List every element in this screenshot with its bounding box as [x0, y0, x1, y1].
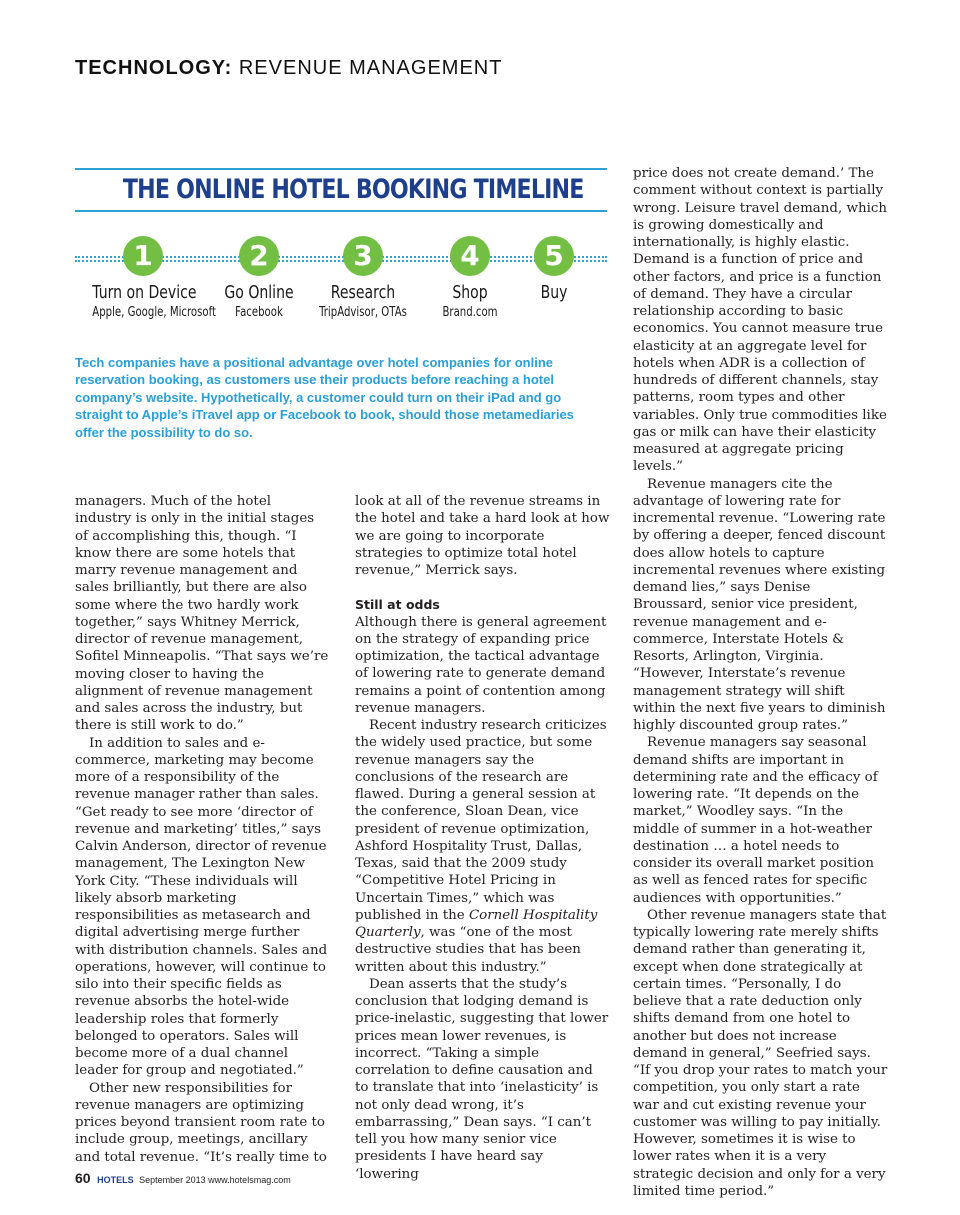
- page-number: 60: [75, 1170, 91, 1186]
- step-label: Shop: [452, 282, 488, 303]
- step-number-badge: 5: [534, 236, 574, 276]
- step-sublabel: Apple, Google, Microsoft: [92, 305, 216, 320]
- paragraph-text: Recent industry research criticizes the widely used practice, but some revenue managers say the conclusions of the research are flawed. During a general session at the conference, Sloan Dean, vice president of revenue optimization, Ashford Hospitality Trust, Dallas, Texas, said that the 2009 study “Competitive Hotel Pricing in Uncertain Times,” which was published in the: [355, 718, 607, 923]
- magazine-name: HOTELS: [97, 1175, 134, 1185]
- section-topic: REVENUE MANAGEMENT: [232, 57, 503, 79]
- step-label: Go Online: [224, 282, 294, 303]
- step-sublabel: Facebook: [235, 305, 283, 320]
- section-label: TECHNOLOGY:: [75, 57, 233, 79]
- subheading: Still at odds: [355, 597, 440, 613]
- paragraph: look at all of the revenue streams in the hotel and take a hard look at how we are going to incorporate strategies to optimize total hotel revenue,” Merrick says.: [355, 494, 610, 578]
- step-number-badge: 1: [123, 236, 163, 276]
- article-column-2: [355, 493, 610, 1183]
- paragraph: Other revenue managers state that typically lowering rate merely shifts demand rather than generating it, except when done strategically at certain times. “Personally, I do believe that a rate deduction only shifts demand from one hotel to another but does not increase demand in general,” Seefried says. “If you drop your rates to match your competition, you only start a rate war and cut existing revenue your customer was willing to pay initially. However, sometimes it is wise to lower rates when it is a very strategic decision and only for a very limited time period.”: [633, 907, 888, 1199]
- timeline-title-rule: [75, 210, 607, 212]
- paragraph-text: , was “one of the most destructive studies that has been written about this industry.”: [355, 925, 581, 975]
- paragraph: In addition to sales and e-commerce, marketing may become more of a responsibility of the revenue manager rather than sales. “Get ready to see more ‘director of revenue and marketing’ titles,” says Calvin Anderson, director of revenue management, The Lexington New York City. “These individuals will likely absorb marketing responsibilities as metasearch and digital advertising merge further with distribution channels. Sales and operations, however, will continue to silo into their specific fields as revenue absorbs the hotel-wide leadership roles that formerly belonged to operators. Sales will become more of a dual channel leader for group and negotiated.”: [75, 735, 328, 1079]
- paragraph: Although there is general agreement on the strategy of expanding price optimization, the tactical advantage of lowering rate to generate demand remains a point of contention among revenue managers.: [355, 614, 607, 716]
- step-label: Buy: [540, 282, 568, 303]
- step-sublabel: Brand.com: [442, 305, 498, 320]
- timeline-caption: Tech companies have a positional advantage over hotel companies for online reservation booking, as customers use their products before reaching a hotel company’s website. Hypothetically, a customer could turn on their iPad and go straight to Apple’s iTravel app or Facebook to book, should those metamediaries offer the possibility to do so.: [75, 355, 574, 440]
- section-header: [75, 57, 502, 80]
- booking-timeline-graphic: [75, 166, 607, 451]
- timeline-step-5: [489, 236, 619, 305]
- timeline-step-1: [78, 236, 216, 320]
- article-column-3: [633, 165, 888, 1200]
- paragraph: Dean asserts that the study’s conclusion that lodging demand is price-inelastic, suggesting that lower prices mean lower revenues, is incorrect. “Taking a simple correlation to define causation and to translate that into ‘inelasticity’ is not only dead wrong, it’s embarrassing,” Dean says. “I can’t tell you how many senior vice presidents I have heard say ‘lowering: [355, 976, 609, 1182]
- paragraph: managers. Much of the hotel industry is only in the initial stages of accomplishing this, though. “I know there are some hotels that marry revenue management and sales brilliantly, but there are also some where the two hardly work together,” says Whitney Merrick, director of revenue management, Sofitel Minneapolis. “That says we’re moving closer to having the alignment of revenue management and sales across the industry, but there is still work to do.”: [75, 494, 329, 734]
- step-number-badge: 2: [239, 236, 279, 276]
- paragraph: [355, 717, 610, 976]
- paragraph: Other new responsibilities for revenue managers are optimizing prices beyond transient room rate to include group, meetings, ancillary and total revenue. “It’s really time to: [75, 1080, 327, 1165]
- paragraph: price does not create demand.’ The comment without context is partially wrong. Leisure travel demand, which is growing domestically and internationally, is highly elastic. Demand is a function of price and other factors, and price is a function of demand. They have a circular relationship according to basic economics. You cannot measure true elasticity at an aggregate level for hotels when ADR is a collection of hundreds of different channels, stay patterns, room types and other variables. Only true commodities like gas or milk can have their elasticity measured at aggregate pricing levels.”: [633, 166, 887, 475]
- page-footer: [75, 1170, 291, 1186]
- step-sublabel: TripAdvisor, OTAs: [319, 305, 407, 320]
- step-number-badge: 4: [450, 236, 490, 276]
- paragraph: Revenue managers cite the advantage of lowering rate for incremental revenue. “Lowering rate by offering a deeper, fenced discount does allow hotels to capture incremental revenues where existing demand lies,” says Denise Broussard, senior vice president, revenue management and e-commerce, Interstate Hotels & Resorts, Arlington, Virginia. “However, Interstate’s revenue management strategy will shift within the next five years to diminish highly discounted group rates.”: [633, 476, 886, 733]
- paragraph: Revenue managers say seasonal demand shifts are important in determining rate and the efficacy of lowering rate. “It depends on the market,” Woodley says. “In the middle of summer in a hot-weather destination … a hotel needs to consider its overall market position as well as fenced rates for specific audiences with opportunities.”: [633, 735, 878, 906]
- step-label: Turn on Device: [92, 282, 197, 303]
- step-label: Research: [330, 282, 396, 303]
- issue-info: September 2013 www.hotelsmag.com: [139, 1175, 291, 1185]
- timeline-title: THE ONLINE HOTEL BOOKING TIMELINE: [122, 174, 584, 205]
- step-number-badge: 3: [343, 236, 383, 276]
- publication-title: Cornell Hospitality Quarterly: [355, 907, 598, 940]
- timeline-top-rule: [75, 168, 607, 170]
- article-column-1: [75, 493, 330, 1166]
